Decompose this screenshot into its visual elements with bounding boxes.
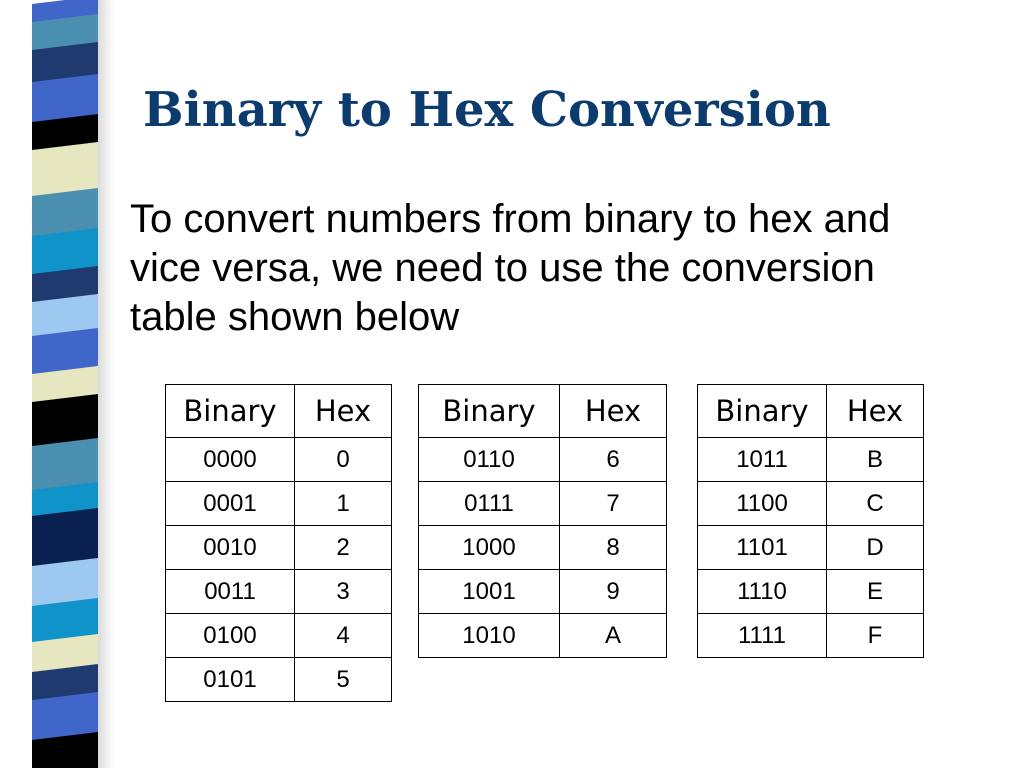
table-row (419, 482, 667, 526)
hex-cell: B (827, 438, 924, 482)
binary-cell: 1110 (698, 570, 827, 614)
hex-cell: A (560, 614, 667, 658)
table-header-row (698, 385, 924, 438)
table-row (419, 526, 667, 570)
hex-cell: 1 (295, 482, 392, 526)
table-header-row (166, 385, 392, 438)
hex-cell: D (827, 526, 924, 570)
header-binary: Binary (419, 385, 560, 438)
header-binary: Binary (698, 385, 827, 438)
table-row (419, 438, 667, 482)
hex-cell: 2 (295, 526, 392, 570)
conversion-table-1 (165, 384, 392, 702)
binary-cell: 1010 (419, 614, 560, 658)
binary-cell: 1111 (698, 614, 827, 658)
binary-cell: 0111 (419, 482, 560, 526)
binary-cell: 1100 (698, 482, 827, 526)
decorative-stripe (32, 0, 98, 768)
table-row (166, 570, 392, 614)
hex-cell: 9 (560, 570, 667, 614)
binary-cell: 0010 (166, 526, 295, 570)
binary-cell: 1011 (698, 438, 827, 482)
table-row (166, 614, 392, 658)
hex-cell: 7 (560, 482, 667, 526)
hex-cell: 3 (295, 570, 392, 614)
table-row (419, 570, 667, 614)
hex-cell: E (827, 570, 924, 614)
binary-cell: 0001 (166, 482, 295, 526)
stripe-shadow (96, 0, 114, 768)
binary-cell: 0101 (166, 658, 295, 702)
binary-cell: 1101 (698, 526, 827, 570)
table-row (166, 658, 392, 702)
hex-cell: F (827, 614, 924, 658)
binary-cell: 0100 (166, 614, 295, 658)
table-row (698, 482, 924, 526)
hex-cell: 0 (295, 438, 392, 482)
binary-cell: 1000 (419, 526, 560, 570)
hex-cell: 8 (560, 526, 667, 570)
header-hex: Hex (827, 385, 924, 438)
hex-cell: 4 (295, 614, 392, 658)
table-row (166, 526, 392, 570)
stripe-pattern (32, 0, 98, 768)
binary-cell: 1001 (419, 570, 560, 614)
table-header-row (419, 385, 667, 438)
header-hex: Hex (295, 385, 392, 438)
conversion-table-3 (697, 384, 924, 658)
table-row (698, 614, 924, 658)
conversion-table-2 (418, 384, 667, 658)
table-row (166, 438, 392, 482)
table-row (698, 570, 924, 614)
header-binary: Binary (166, 385, 295, 438)
binary-cell: 0000 (166, 438, 295, 482)
table-row (419, 614, 667, 658)
hex-cell: 5 (295, 658, 392, 702)
table-row (698, 438, 924, 482)
binary-cell: 0110 (419, 438, 560, 482)
header-hex: Hex (560, 385, 667, 438)
slide-title: Binary to Hex Conversion (143, 82, 831, 138)
table-row (166, 482, 392, 526)
table-row (698, 526, 924, 570)
hex-cell: 6 (560, 438, 667, 482)
binary-cell: 0011 (166, 570, 295, 614)
intro-text: To convert numbers from binary to hex and vice versa, we need to use the conversion table shown below (130, 197, 891, 339)
hex-cell: C (827, 482, 924, 526)
